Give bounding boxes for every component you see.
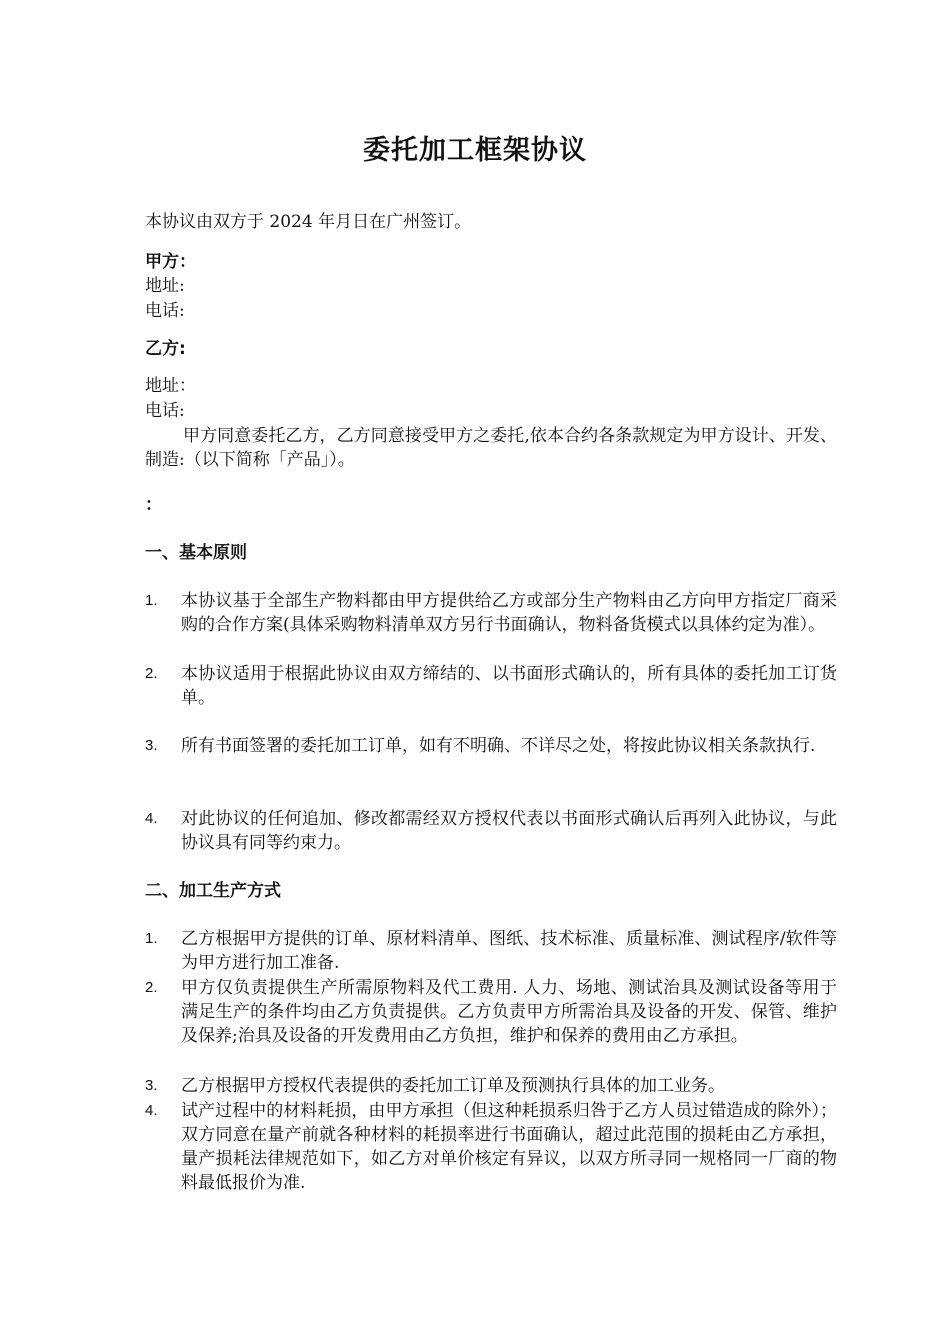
- list-item-text: 试产过程中的材料耗损，由甲方承担（但这种耗损系归咎于乙方人员过错造成的除外）；双方同意在量产前就各种材料的耗损率进行书面确认，超过此范围的损耗由乙方承担，量产损耗法律规范如下，如乙方对单价核定有异议，以双方所寻同一规格同一厂商的物料最低报价为准.: [181, 1101, 837, 1193]
- list-item-number: 1.: [145, 592, 158, 609]
- list-item-text: 甲方仅负责提供生产所需原物料及代工费用. 人力、场地、测试治具及测试设备等用于满足生产的条件均由乙方负责提供。乙方负责甲方所需治具及设备的开发、保管、维护及保养;治具及设备的开发费用由乙方负担，维护和保养的费用由乙方承担。: [181, 978, 837, 1046]
- list-item: [145, 927, 837, 975]
- party-b-label: 乙方:: [145, 339, 186, 359]
- list-item-number: 1.: [145, 930, 158, 947]
- party-a-address: 地址:: [145, 276, 185, 296]
- list-item-number: 2.: [145, 665, 158, 682]
- list-item-text: 本协议基于全部生产物料都由甲方提供给乙方或部分生产物料由乙方向甲方指定厂商采购的合作方案(具体采购物料清单双方另行书面确认，物料备货模式以具体约定为准）。: [181, 591, 837, 635]
- list-item-text: 乙方根据甲方提供的订单、原材料清单、图纸、技术标准、质量标准、测试程序/软件等为甲方进行加工准备.: [181, 929, 837, 973]
- party-a-label: 甲方：: [145, 252, 196, 272]
- list-item-text: 本协议适用于根据此协议由双方缔结的、以书面形式确认的，所有具体的委托加工订货单。: [181, 664, 837, 708]
- list-item: [145, 734, 837, 758]
- list-item-number: 3.: [145, 737, 158, 754]
- list-item-text: 对此协议的任何追加、修改都需经双方授权代表以书面形式确认后再列入此协议，与此协议具有同等约束力。: [181, 809, 837, 853]
- party-b-phone: 电话:: [145, 401, 185, 421]
- list-item-text: 所有书面签署的委托加工订单，如有不明确、不详尽之处，将按此协议相关条款执行.: [181, 736, 816, 756]
- list-item-number: 3.: [145, 1077, 158, 1094]
- list-item-number: 4.: [145, 810, 158, 827]
- list-item-number: 4.: [145, 1102, 158, 1119]
- list-item: [145, 976, 837, 1048]
- list-item: [145, 1074, 837, 1098]
- party-a-phone: 电话:: [145, 301, 185, 321]
- list-item: [145, 589, 837, 637]
- section-heading-basic-principles: 一、基本原则: [145, 543, 247, 563]
- list-item-text: 乙方根据甲方授权代表提供的委托加工订单及预测执行具体的加工业务。: [181, 1076, 725, 1096]
- party-b-address: 地址：: [145, 376, 196, 396]
- preamble-paragraph: 甲方同意委托乙方，乙方同意接受甲方之委托,依本合约各条款规定为甲方设计、开发、制造:（以下简称「产品」）。: [145, 426, 837, 470]
- list-item: [145, 1099, 837, 1195]
- colon-line: ：: [145, 495, 162, 515]
- document-title: 委托加工框架协议: [363, 135, 587, 166]
- list-item: [145, 807, 837, 855]
- section-heading-production-method: 二、加工生产方式: [145, 881, 281, 901]
- list-item: [145, 662, 837, 710]
- list-item-number: 2.: [145, 979, 158, 996]
- intro-line: 本协议由双方于 2024 年月日在广州签订。: [145, 212, 472, 232]
